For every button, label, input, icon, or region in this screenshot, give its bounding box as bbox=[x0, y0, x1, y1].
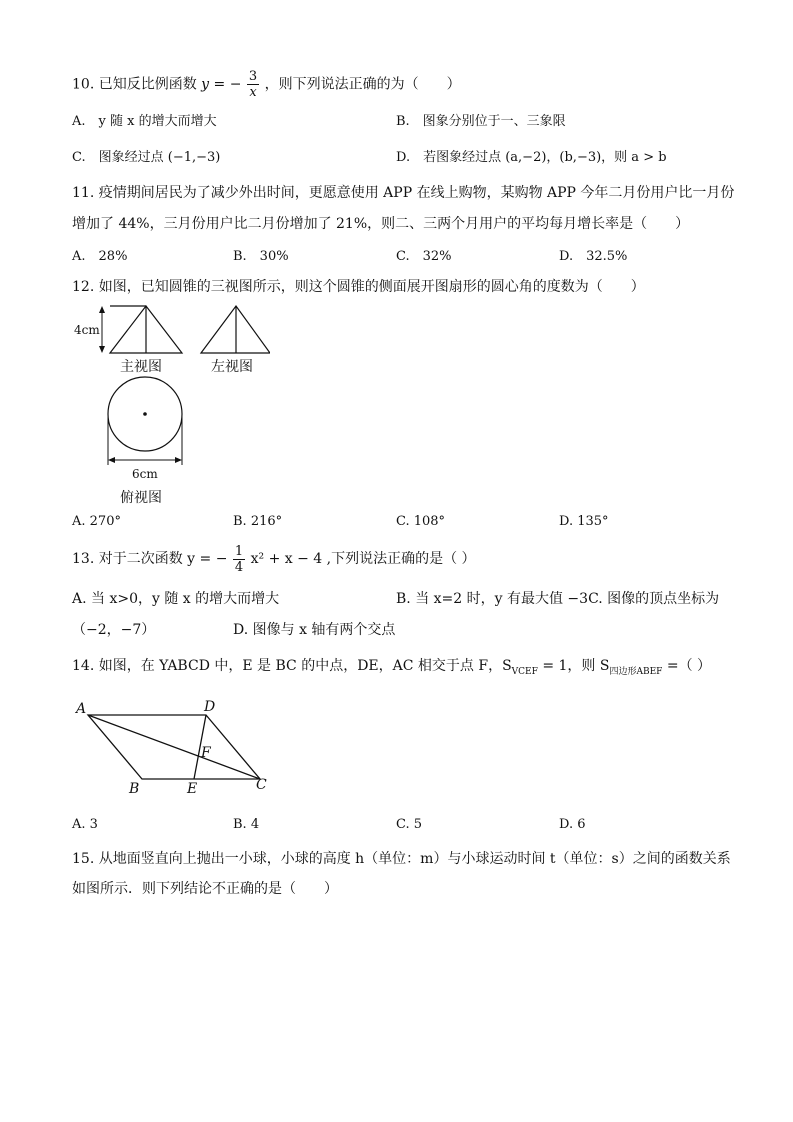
left-view-label: 左视图 bbox=[211, 359, 253, 375]
q12-option-c[interactable]: C. 108° bbox=[396, 514, 446, 529]
q14-stem bbox=[72, 655, 711, 677]
q10-frac-num: 3 bbox=[248, 69, 258, 84]
vertex-label-a: A bbox=[76, 701, 87, 717]
q14-option-d[interactable]: D. 6 bbox=[559, 817, 586, 832]
q11-line-2: 增加了 44%，三月份用户比二月份增加了 21%，则二、三两个月用户的平均每月增长率是（ ） bbox=[72, 216, 690, 232]
q10-stem-prefix: 10. 已知反比例函数 bbox=[72, 76, 197, 93]
q11-option-d[interactable]: D. 32.5% bbox=[559, 249, 628, 264]
top-view-label: 俯视图 bbox=[120, 490, 162, 506]
q10-option-b[interactable]: B. 图象分别位于一、三象限 bbox=[396, 114, 566, 129]
q14-option-c[interactable]: C. 5 bbox=[396, 817, 423, 832]
top-view-circle bbox=[108, 377, 182, 465]
left-view-triangle bbox=[201, 306, 270, 353]
vertex-label-e: E bbox=[187, 781, 198, 797]
q10-frac-den: x bbox=[249, 85, 257, 100]
q10-stem-suffix: ，则下列说法正确的为（ ） bbox=[264, 76, 461, 93]
q10-stem bbox=[72, 70, 461, 99]
q13-stem-prefix: 13. 对于二次函数 y = − bbox=[72, 551, 228, 567]
parallelogram-abcd bbox=[88, 715, 260, 779]
vertex-label-c: C bbox=[256, 777, 267, 793]
q14-stem-mid: = 1，则 S bbox=[537, 658, 610, 674]
q11-option-b[interactable]: B. 30% bbox=[233, 249, 289, 264]
q12-option-b[interactable]: B. 216° bbox=[233, 514, 283, 529]
q14-option-b[interactable]: B. 4 bbox=[233, 817, 260, 832]
q12-stem: 12. 如图，已知圆锥的三视图所示，则这个圆锥的侧面展开图扇形的圆心角的度数为（ ） bbox=[72, 279, 645, 295]
q13-frac-num: 1 bbox=[234, 543, 244, 559]
q14-parallelogram-figure bbox=[70, 695, 280, 800]
q11-option-c[interactable]: C. 32% bbox=[396, 249, 452, 264]
vertex-label-f: F bbox=[201, 745, 211, 761]
vertex-label-b: B bbox=[129, 781, 140, 797]
q13-stem-rest: x² + x − 4 ,下列说法正确的是（ ） bbox=[250, 551, 476, 567]
height-arrow bbox=[99, 306, 105, 353]
q15-line-1: 15. 从地面竖直向上抛出一小球，小球的高度 h（单位：m）与小球运动时间 t（单位：s）之间的函数关系 bbox=[72, 851, 731, 867]
q12-three-view-figure bbox=[70, 300, 270, 510]
q12-option-a[interactable]: A. 270° bbox=[72, 514, 121, 529]
q10-option-a[interactable]: A. y 随 x 的增大而增大 bbox=[72, 114, 217, 129]
front-view-triangle bbox=[110, 306, 182, 353]
q11-option-a[interactable]: A. 28% bbox=[72, 249, 128, 264]
q12-option-d[interactable]: D. 135° bbox=[559, 514, 609, 529]
vertex-label-d: D bbox=[204, 699, 216, 715]
height-label: 4cm bbox=[74, 323, 100, 337]
q13-option-a[interactable]: A. 当 x>0，y 随 x 的增大而增大 bbox=[72, 591, 280, 607]
q14-option-a[interactable]: A. 3 bbox=[72, 817, 98, 832]
q13-frac-den: 4 bbox=[234, 559, 244, 575]
q14-stem-end: =（ ） bbox=[662, 658, 712, 674]
q10-option-c[interactable]: C. 图象经过点 (−1,−3) bbox=[72, 150, 221, 165]
q13-stem bbox=[72, 544, 476, 574]
q13-fraction bbox=[233, 545, 245, 574]
q10-fraction bbox=[247, 70, 259, 99]
q15-line-2: 如图所示．则下列结论不正确的是（ ） bbox=[72, 881, 338, 897]
q14-sub-1: VCEF bbox=[511, 666, 538, 677]
q13-option-c-continued: （−2，−7） bbox=[72, 622, 156, 638]
q10-option-d[interactable]: D. 若图象经过点 (a,−2)，(b,−3)，则 a > b bbox=[396, 150, 667, 165]
q14-stem-text: 14. 如图，在 YABCD 中，E 是 BC 的中点，DE，AC 相交于点 F，S bbox=[72, 658, 512, 674]
q11-line-1: 11. 疫情期间居民为了减少外出时间，更愿意使用 APP 在线上购物，某购物 APP 今年二月份用户比一月份 bbox=[72, 185, 735, 201]
front-view-label: 主视图 bbox=[120, 359, 162, 375]
q10-formula-lhs: y = − bbox=[201, 76, 242, 93]
q14-sub-2: 四边形ABEF bbox=[609, 666, 663, 677]
q13-option-d[interactable]: D. 图像与 x 轴有两个交点 bbox=[233, 622, 396, 638]
diameter-label: 6cm bbox=[132, 467, 158, 481]
q13-option-b-c[interactable]: B. 当 x=2 时，y 有最大值 −3C. 图像的顶点坐标为 bbox=[396, 591, 720, 607]
